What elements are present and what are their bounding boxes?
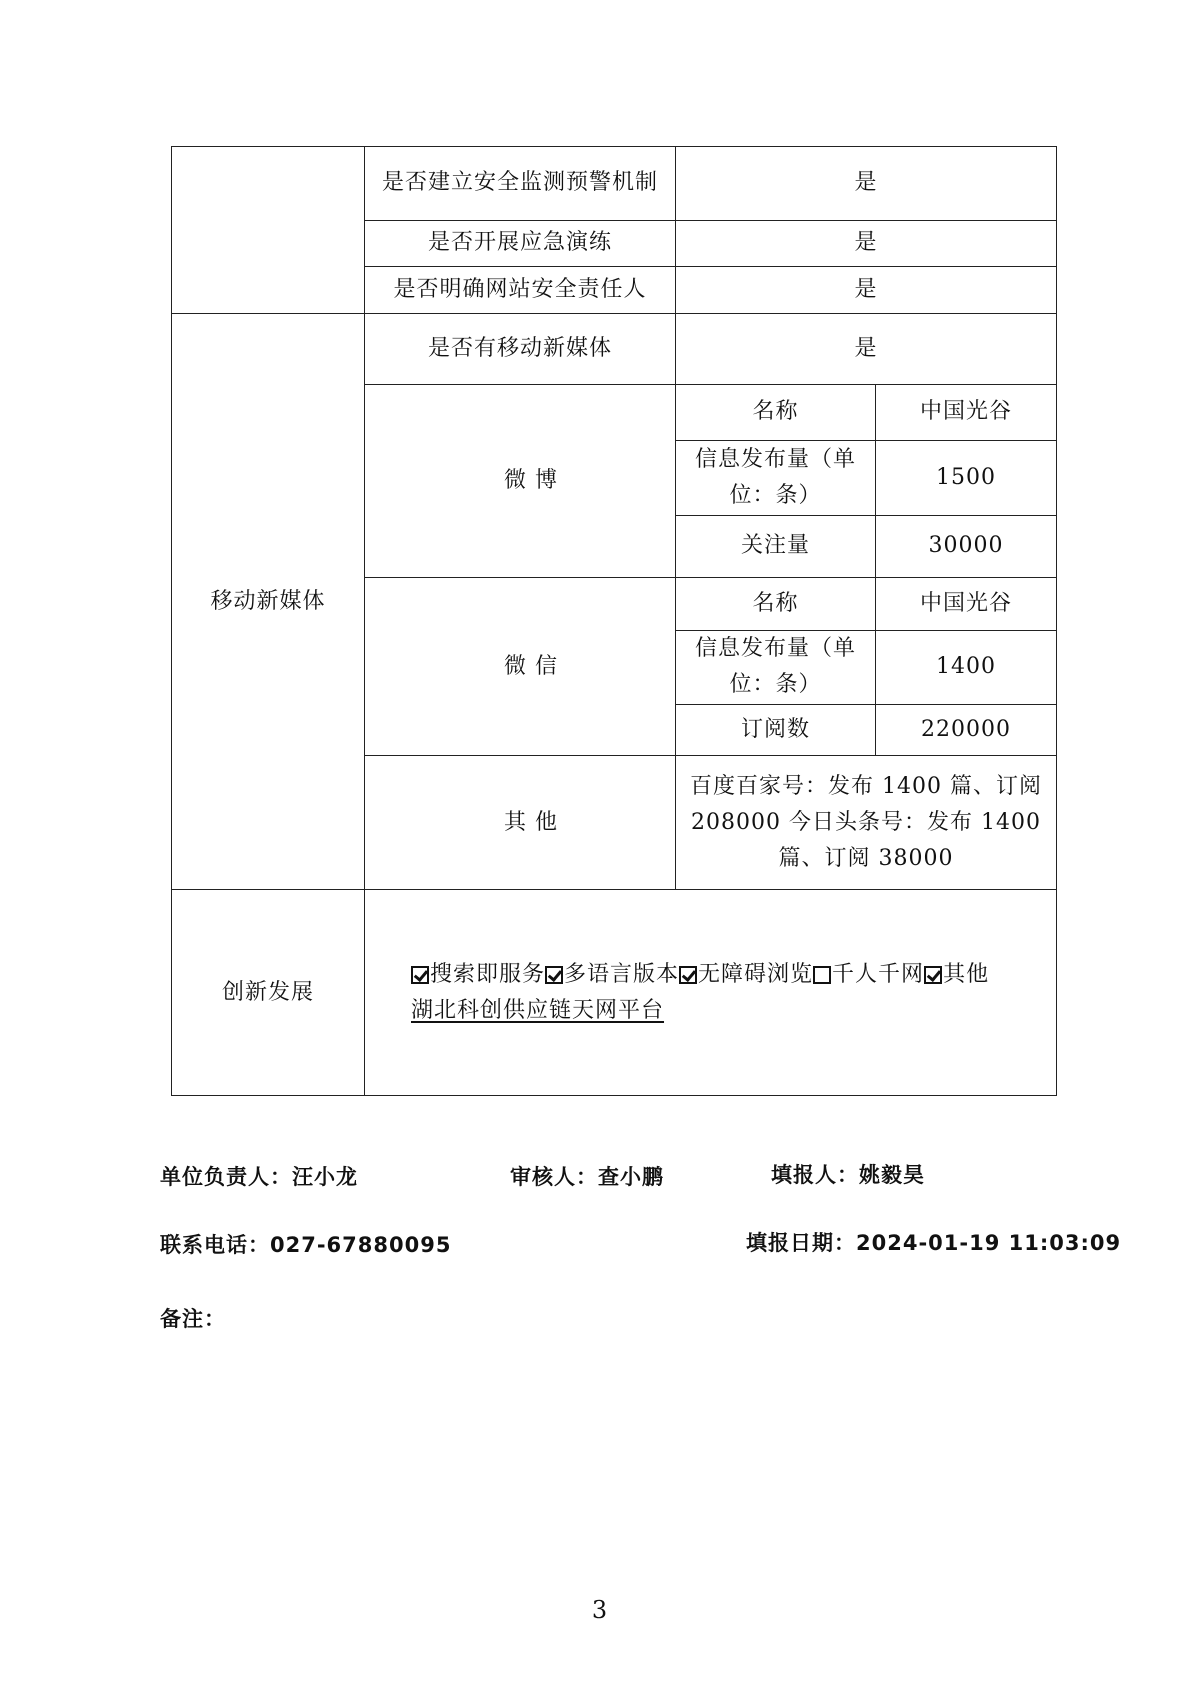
has-mobile-media-value: 是 <box>676 314 1057 385</box>
mobile-media-section-label: 移动新媒体 <box>172 314 365 890</box>
option-label: 千人千网 <box>832 961 925 987</box>
option-label: 无障碍浏览 <box>698 961 814 987</box>
weibo-followers-label: 关注量 <box>676 515 876 577</box>
option-label: 多语言版本 <box>564 961 680 987</box>
fill-date: 填报日期：2024-01-19 11:03:09 <box>746 1231 1122 1255</box>
weibo-posts-value: 1500 <box>876 441 1057 516</box>
report-table <box>171 146 1057 1096</box>
option-search-as-service[interactable] <box>411 962 545 987</box>
other-media-value: 百度百家号：发布 1400 篇、订阅 208000 今日头条号：发布 1400 篇、订阅 38000 <box>676 756 1057 890</box>
option-multilingual[interactable] <box>545 962 679 987</box>
wechat-subscribers-value: 220000 <box>876 705 1057 756</box>
filler: 填报人：姚毅昊 <box>771 1163 925 1187</box>
wechat-name-label: 名称 <box>676 578 876 630</box>
wechat-name-value: 中国光谷 <box>876 578 1057 630</box>
innovation-other-text: 湖北科创供应链天网平台 <box>411 997 665 1023</box>
option-personalized[interactable] <box>813 962 924 987</box>
option-label: 搜索即服务 <box>430 961 546 987</box>
weibo-name-label: 名称 <box>676 384 876 440</box>
emergency-drill-value: 是 <box>676 220 1057 266</box>
checked-box-icon[interactable] <box>924 966 942 984</box>
security-monitoring-label: 是否建立安全监测预警机制 <box>365 147 676 221</box>
checked-box-icon[interactable] <box>545 966 563 984</box>
checked-box-icon[interactable] <box>679 966 697 984</box>
innovation-section-label: 创新发展 <box>172 890 365 1096</box>
unit-head: 单位负责人：汪小龙 <box>160 1165 358 1189</box>
checked-box-icon[interactable] <box>411 966 429 984</box>
weibo-followers-value: 30000 <box>876 515 1057 577</box>
other-media-label: 其 他 <box>365 756 676 890</box>
security-owner-value: 是 <box>676 266 1057 313</box>
security-owner-label: 是否明确网站安全责任人 <box>365 266 676 313</box>
contact-phone: 联系电话：027-67880095 <box>160 1233 452 1257</box>
unchecked-box-icon[interactable] <box>813 966 831 984</box>
option-other[interactable] <box>924 962 989 987</box>
security-monitoring-value: 是 <box>676 147 1057 221</box>
wechat-label: 微 信 <box>365 578 676 756</box>
weibo-name-value: 中国光谷 <box>876 384 1057 440</box>
option-label: 其他 <box>943 961 990 987</box>
wechat-posts-value: 1400 <box>876 630 1057 705</box>
security-section-blank-cell <box>172 147 365 314</box>
has-mobile-media-label: 是否有移动新媒体 <box>365 314 676 385</box>
wechat-subscribers-label: 订阅数 <box>676 705 876 756</box>
innovation-options-cell <box>365 890 1057 1096</box>
option-accessibility[interactable] <box>679 962 813 987</box>
weibo-posts-label: 信息发布量（单位：条） <box>676 441 876 516</box>
reviewer: 审核人：查小鹏 <box>510 1165 664 1189</box>
remarks: 备注： <box>160 1307 226 1331</box>
wechat-posts-label: 信息发布量（单位：条） <box>676 630 876 705</box>
page-number: 3 <box>591 1596 608 1624</box>
weibo-label: 微 博 <box>365 384 676 577</box>
emergency-drill-label: 是否开展应急演练 <box>365 220 676 266</box>
